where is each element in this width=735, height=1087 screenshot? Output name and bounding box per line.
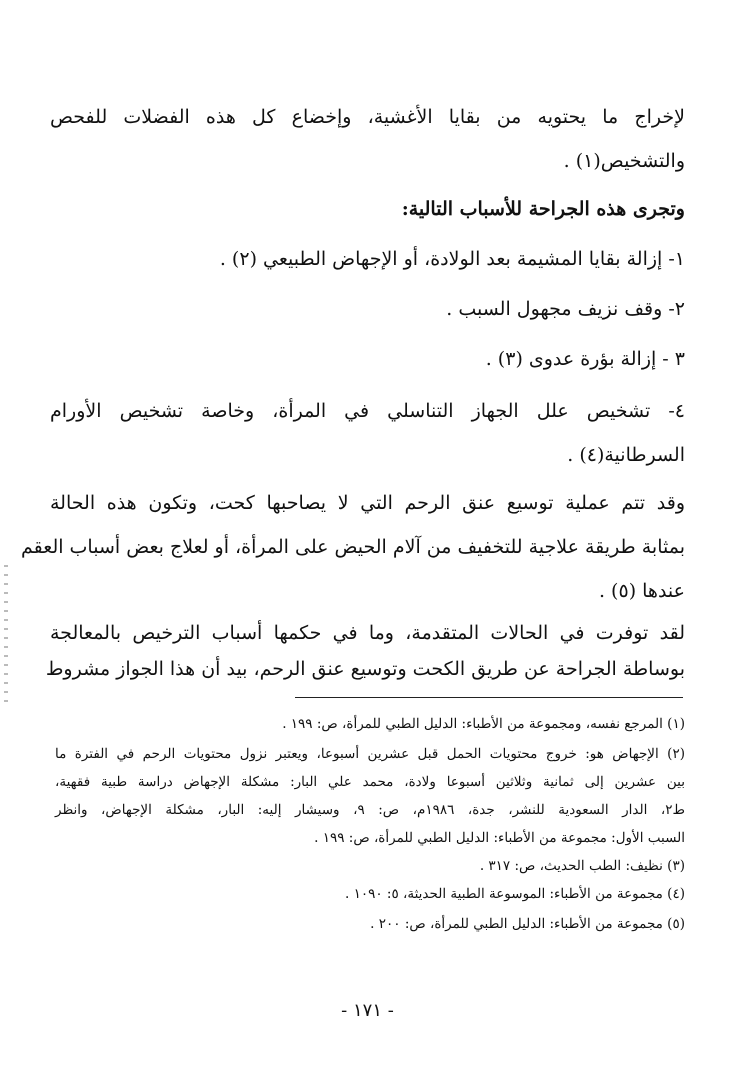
paragraph-1-line-1: لإخراج ما يحتويه من بقايا الأغشية، وإخضاع كل هذه الفضلات للفحص	[50, 106, 685, 128]
paragraph-1-line-2: والتشخيص(١) .	[563, 150, 685, 172]
list-item-1: ١- إزالة بقايا المشيمة بعد الولادة، أو الإجهاض الطبيعي (٢) .	[219, 248, 685, 270]
paragraph-3-line-2: بوساطة الجراحة عن طريق الكحت وتوسيع عنق الرحم، بيد أن هذا الجواز مشروط	[45, 658, 685, 680]
list-item-3: ٣ - إزالة بؤرة عدوى (٣) .	[485, 348, 685, 370]
scan-margin-marks	[4, 565, 8, 705]
paragraph-2-line-2: بمثابة طريقة علاجية للتخفيف من آلام الحيض على المرأة، أو لعلاج بعض أسباب العقم	[21, 536, 685, 558]
footnote-2-line-1: (٢) الإجهاض هو: خروج محتويات الحمل قبل عشرين أسبوعا، ويعتبر نزول محتويات الرحم في الفترة ما	[55, 746, 685, 762]
list-heading: وتجرى هذه الجراحة للأسباب التالية:	[401, 198, 685, 220]
footnote-3: (٣) نظيف: الطب الحديث، ص: ٣١٧ .	[479, 858, 685, 874]
footnote-2-line-4: السبب الأول: مجموعة من الأطباء: الدليل الطبي للمرأة، ص: ١٩٩ .	[314, 830, 685, 846]
footnote-2-line-2: بين عشرين إلى ثمانية وثلاثين أسبوعا ولادة، محمد علي البار: مشكلة الإجهاض دراسة طبية فقهية،	[55, 774, 685, 790]
footnote-separator	[295, 697, 683, 698]
list-item-2: ٢- وقف نزيف مجهول السبب .	[446, 298, 685, 320]
footnote-1: (١) المرجع نفسه، ومجموعة من الأطباء: الدليل الطبي للمرأة، ص: ١٩٩ .	[282, 716, 685, 732]
footnote-5: (٥) مجموعة من الأطباء: الدليل الطبي للمرأة، ص: ٢٠٠ .	[370, 916, 685, 932]
paragraph-3-line-1: لقد توفرت في الحالات المتقدمة، وما في حكمها أسباب الترخيص بالمعالجة	[50, 622, 685, 644]
page-number: - ١٧١ -	[341, 1000, 394, 1021]
footnote-2-line-3: ط٢، الدار السعودية للنشر، جدة، ١٩٨٦م، ص: ٩، وسيشار إليه: البار، مشكلة الإجهاض، وانظر	[55, 802, 685, 818]
footnote-4: (٤) مجموعة من الأطباء: الموسوعة الطبية الحديثة، ٥: ١٠٩٠ .	[344, 886, 685, 902]
paragraph-2-line-3: عندها (٥) .	[598, 580, 685, 602]
paragraph-2-line-1: وقد تتم عملية توسيع عنق الرحم التي لا يصاحبها كحت، وتكون هذه الحالة	[50, 492, 685, 514]
list-item-4-line-2: السرطانية(٤) .	[567, 444, 685, 466]
list-item-4-line-1: ٤- تشخيص علل الجهاز التناسلي في المرأة، وخاصة تشخيص الأورام	[50, 400, 685, 422]
